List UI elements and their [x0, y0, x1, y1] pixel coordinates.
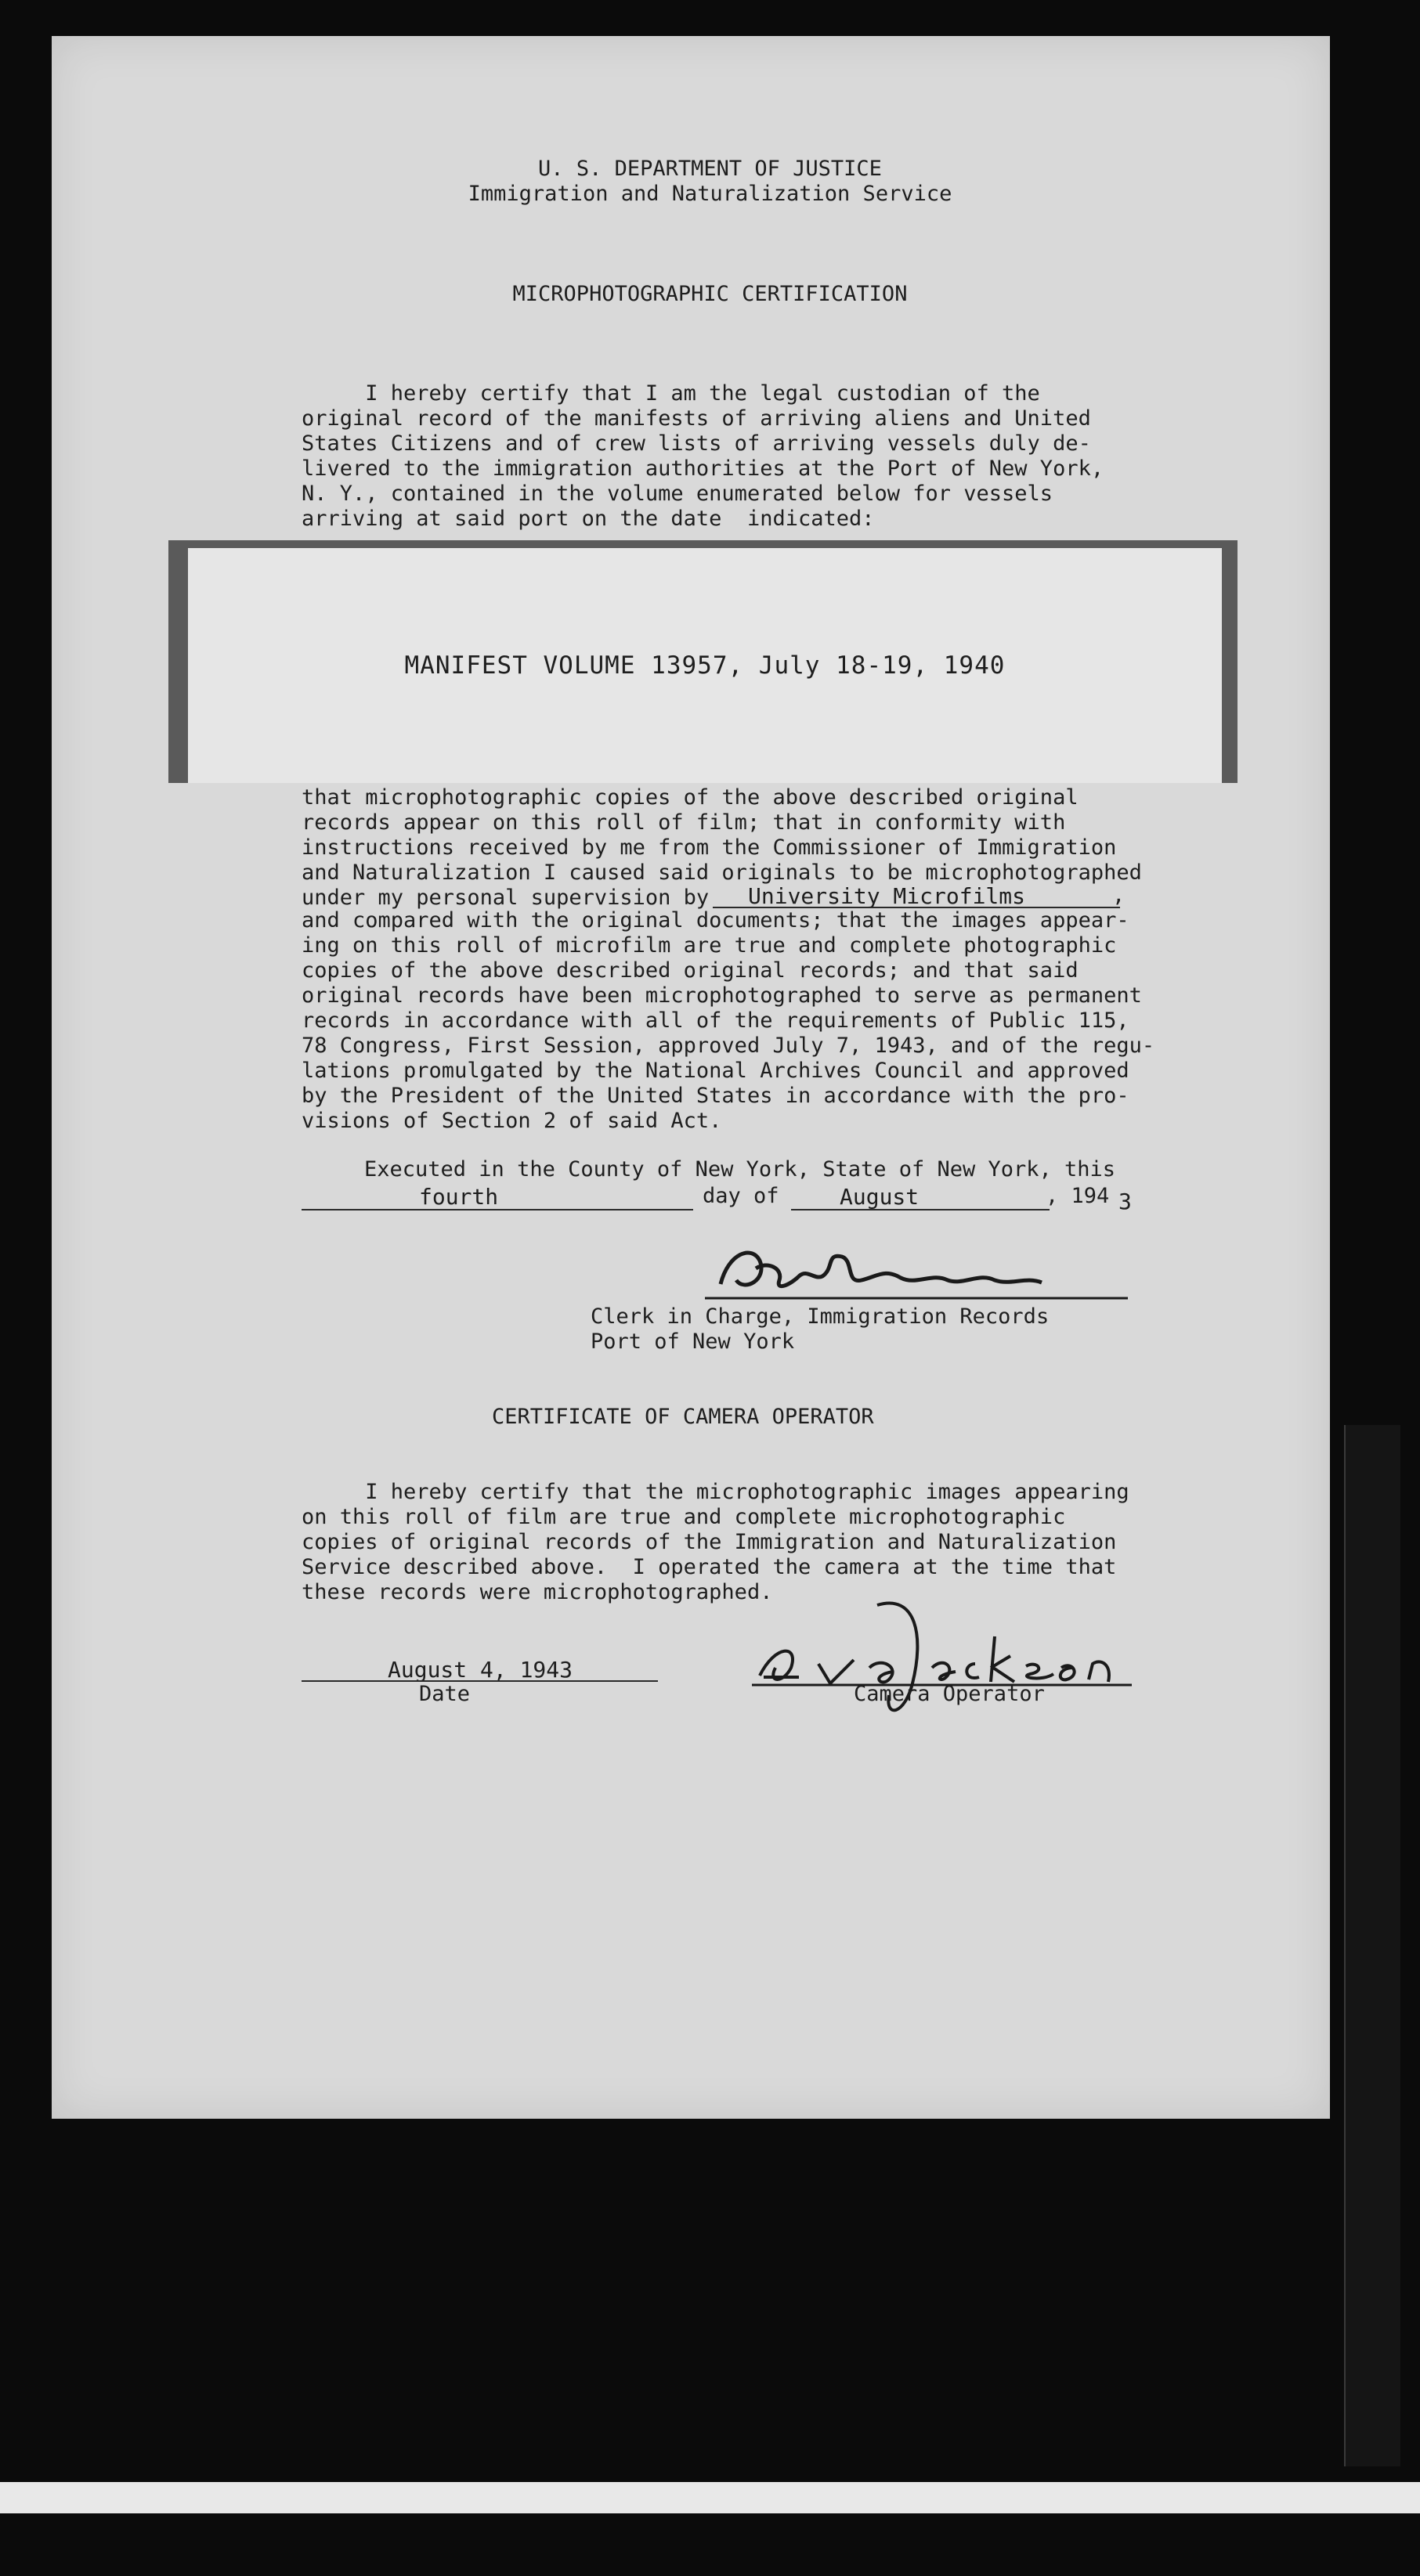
certification-body-after: and compared with the original documents; that the images appear- ing on this roll of microfilm are true and complete photographic copies of the above described original records; and that said original records have been microphotographed to serve as permanent records in accordance with all of the requirements of Public 115, 78 Congress, First Session, approved July 7, 1943, and of the regu- lations promulgated by the National Archives Council and approved by the President of the United States in accordance with the pro- visions of Section 2 of said Act. — [302, 908, 1155, 1133]
certification-intro: I hereby certify that I am the legal custodian of the original record of the manifests of arriving aliens and United States Citizens and of crew lists of arriving vessels duly de- livered to the immigration authorities at the Port of New York, N. Y., contained in the volume enumerated below for vessels arriving at said port on the date indicated: — [302, 381, 1104, 531]
clerk-place: Port of New York — [591, 1329, 795, 1354]
operator-label: Camera Operator — [854, 1682, 1045, 1706]
day-value: fourth — [419, 1184, 499, 1210]
month-value: August — [840, 1184, 920, 1210]
date-label: Date — [419, 1682, 471, 1706]
operator-certificate-body: I hereby certify that the microphotographic images appearing on this roll of film are true and complete microphotographic copies of original records of the Immigration and Naturalization Service described above. I operated the camera at the time that these records were microphotographed. — [302, 1480, 1129, 1604]
clerk-signature — [697, 1237, 1136, 1308]
year-suffix: 3 — [1118, 1189, 1132, 1214]
date-line — [302, 1680, 658, 1682]
day-of-label: day of — [703, 1184, 779, 1208]
film-frame-edge — [1344, 1425, 1400, 2466]
certification-title: MICROPHOTOGRAPHIC CERTIFICATION — [512, 282, 908, 306]
month-line — [791, 1209, 1050, 1210]
executed-line: Executed in the County of New York, State of New York, this — [364, 1157, 1116, 1182]
supervisor-value: University Microfilms — [748, 883, 1026, 909]
day-line — [302, 1209, 693, 1210]
volume-slip — [188, 548, 1222, 783]
year-prefix: , 194 — [1046, 1184, 1110, 1208]
date-value: August 4, 1943 — [388, 1657, 573, 1683]
film-bottom-strip — [0, 2482, 1420, 2513]
department-heading: U. S. DEPARTMENT OF JUSTICE — [538, 157, 882, 181]
manifest-volume: MANIFEST VOLUME 13957, July 18-19, 1940 — [404, 651, 1006, 680]
operator-signature — [744, 1589, 1136, 1730]
service-heading: Immigration and Naturalization Service — [468, 182, 952, 206]
operator-certificate-title: CERTIFICATE OF CAMERA OPERATOR — [492, 1405, 874, 1429]
certification-body-before: that microphotographic copies of the above described original records appear on this roll of film; that in conformity with instructions received by me from the Commissioner of Immigration and Naturalization I caused said originals to be microphotographed under my personal supervision by — [302, 785, 1142, 910]
supervisor-comma: , — [1112, 883, 1126, 907]
clerk-title: Clerk in Charge, Immigration Records — [591, 1304, 1050, 1329]
